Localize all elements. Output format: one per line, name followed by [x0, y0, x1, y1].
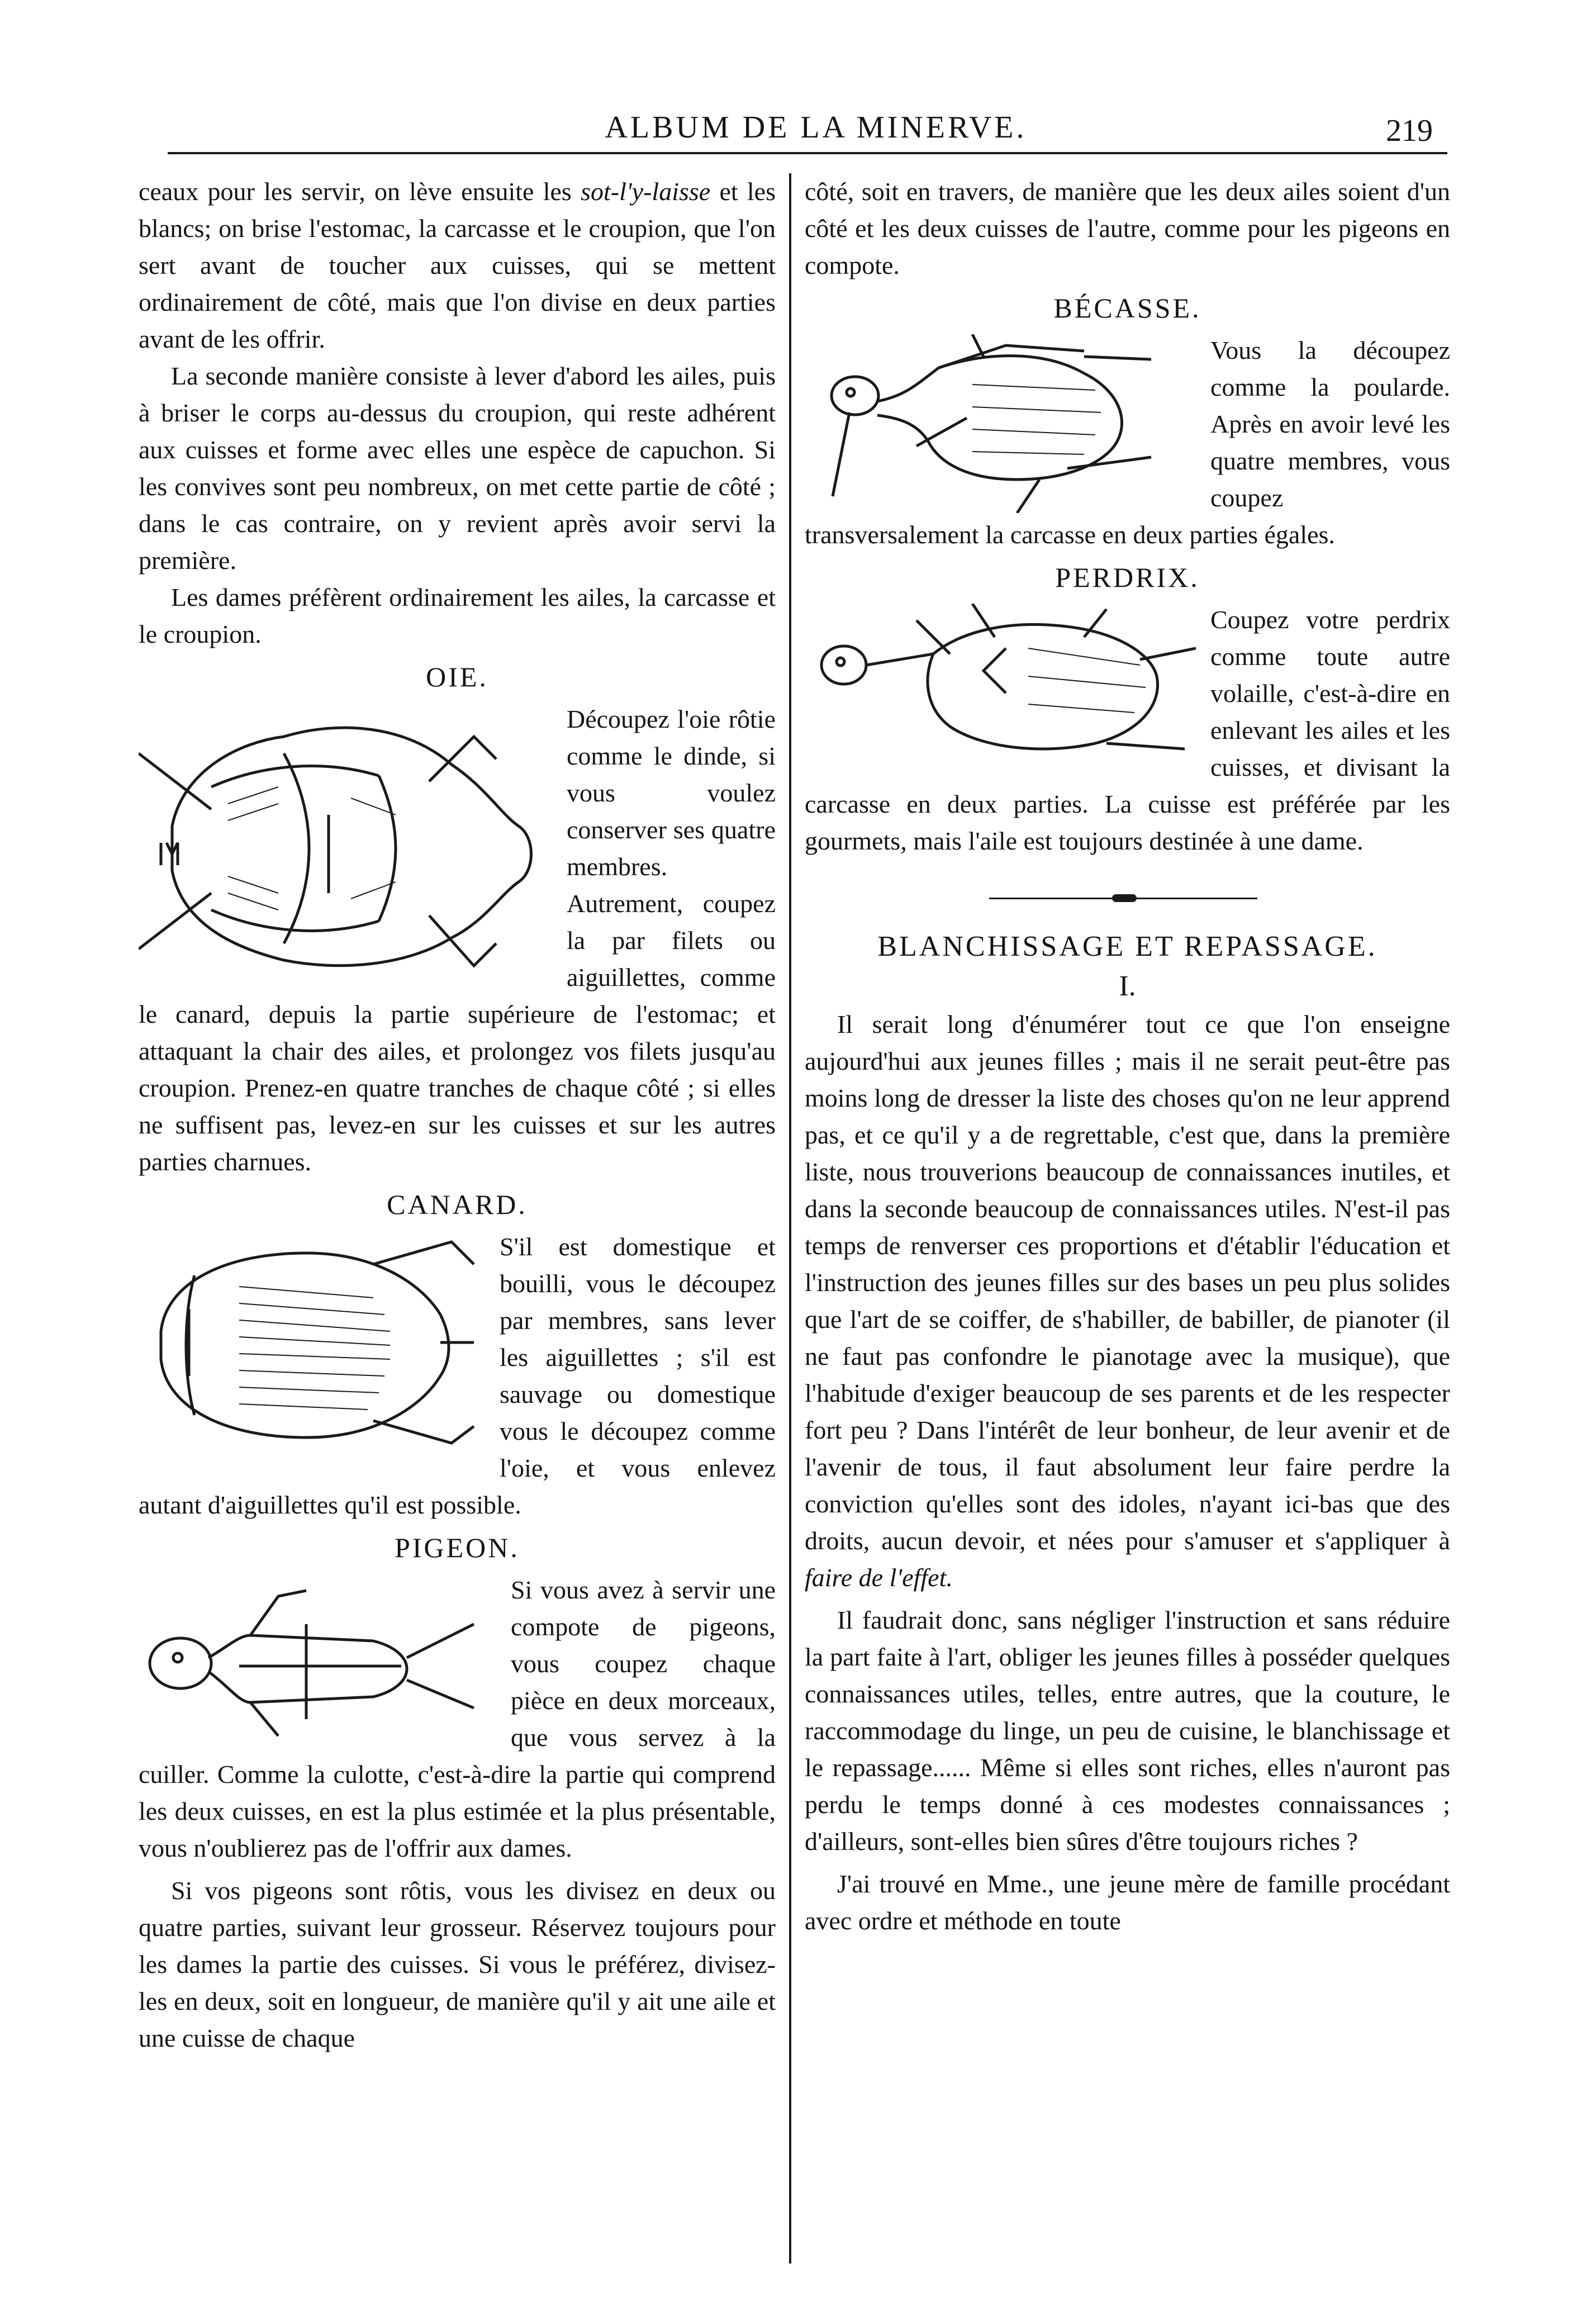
paragraph: La seconde manière consiste à lever d'abord les ailes, puis à briser le corps au-dessus du croupion, qui reste adhérent aux cuisses et forme avec elles une espèce de capuchon. Si les convives sont peu nombreux, on met cette partie de côté ; dans le cas contraire, on y revient après avoir servi la première.: [139, 362, 776, 575]
article-part-number: I.: [1119, 970, 1136, 1002]
section-heading-oie: OIE.: [426, 661, 488, 692]
paragraph: côté, soit en travers, de manière que les deux ailes soient d'un côté et les deux cuisses de l'autre, comme pour les pigeons en compote.: [805, 177, 1450, 279]
paragraph: Si vous avez à servir une compote de pigeons, vous coupez chaque pièce en deux morceaux, que vous servez à la cuiller. Comme la culotte, c'est-à-dire la partie qui comprend les deux cuisses, en est la plus estimée et la plus présentable, vous n'oublierez pas de l'offrir aux dames.: [139, 1576, 776, 1862]
paragraph: Vous la découpez comme la poularde. Après en avoir levé les quatre membres, vous coupez transversalement la carcasse en deux parties égales.: [805, 336, 1450, 549]
section-heading-pigeon: PIGEON.: [395, 1532, 520, 1563]
section-heading-becasse: BÉCASSE.: [1053, 292, 1201, 324]
header-rule: [168, 152, 1447, 154]
right-column: [805, 173, 1450, 1939]
section-heading-canard: CANARD.: [387, 1189, 528, 1220]
paragraph: Il serait long d'énumérer tout ce que l'on enseigne aujourd'hui aux jeunes filles ; mais il ne serait peut-être pas moins long de dresser la liste des choses qu'on ne leur apprend pas, et ce qu'il y a de regrettable, c'est que, dans la première liste, nous trouverions beaucoup de connaissances inutiles, et dans la seconde beaucoup de connaissances utiles. N'est-il pas temps de renverser ces proportions et d'établir l'éducation et l'instruction des jeunes filles sur des bases un peu plus solides que l'art de se coiffer, de s'habiller, de babiller, de pianoter (il ne faut pas confondre le pianotage avec la musique), que l'habitude d'exiger beaucoup de ses parents et de les respecter fort peu ? Dans l'intérêt de leur bonheur, de leur avenir et de l'avenir de tous, il faut absolument leur faire perdre la conviction qu'elles sont des idoles, n'ayant ici-bas que des droits, aucun devoir, et nées pour s'amuser et s'appliquer à faire de l'effet.: [805, 1010, 1450, 1592]
partridge-carving-illustration: [805, 604, 1196, 771]
section-separator: [805, 860, 1450, 927]
duck-carving-illustration: [139, 1231, 485, 1454]
paragraph: Si vos pigeons sont rôtis, vous les divisez en deux ou quatre parties, suivant leur grosseur. Réservez toujours pour les dames la partie des cuisses. Si vous le préférez, divisez-les en deux, soit en longueur, de manière qu'il y ait une aile et une cuisse de chaque: [139, 1876, 776, 2052]
article-title: BLANCHISSAGE ET REPASSAGE.: [877, 931, 1378, 962]
separator-ornament: [1112, 894, 1137, 902]
paragraph: Coupez votre perdrix comme toute autre volaille, c'est-à-dire en enlevant les ailes et les cuisses, et divisant la carcasse en deux parties. La cuisse est préférée par les gourmets, mais l'aile est toujours destinée à une dame.: [805, 605, 1450, 855]
running-head: ALBUM DE LA MINERVE.: [605, 110, 1027, 145]
woodcock-carving-illustration: [805, 334, 1196, 513]
goose-carving-illustration: [139, 703, 552, 994]
italic-phrase: faire de l'effet.: [805, 1563, 953, 1592]
column-divider: [789, 173, 791, 2264]
left-column: [139, 173, 776, 2057]
paragraph: Il faudrait donc, sans négliger l'instruction et sans réduire la part faite à l'art, obliger les jeunes filles à posséder quelques connaissances utiles, telles, entre autres, que la couture, le raccommodage du linge, un peu de cuisine, le blanchissage et le repassage...... Même si elles sont riches, elles n'auront pas perdu le temps donné à ces modestes connaissances ; d'ailleurs, sont-elles bien sûres d'être toujours riches ?: [805, 1606, 1450, 1856]
paragraph: S'il est domestique et bouilli, vous le découpez par membres, sans lever les aiguillettes ; s'il est sauvage ou domestique vous le découpez comme l'oie, et vous enlevez autant d'aiguillettes qu'il est possible.: [139, 1232, 776, 1519]
paragraph: Les dames préfèrent ordinairement les ailes, la carcasse et le croupion.: [139, 583, 776, 648]
paragraph: J'ai trouvé en Mme., une jeune mère de famille procédant avec ordre et méthode en toute: [805, 1870, 1450, 1935]
paragraph: ceaux pour les servir, on lève ensuite les sot-l'y-laisse et les blancs; on brise l'estomac, la carcasse et le croupion, que l'on sert avant de toucher aux cuisses, qui se mettent ordinairement de côté, mais que l'on divise en deux parties avant de les offrir.: [139, 177, 776, 353]
page-number: 219: [1386, 113, 1433, 148]
paragraph: Découpez l'oie rôtie comme le dinde, si vous voulez conserver ses quatre membres. Autrement, coupez la par filets ou aiguillettes, comme le canard, depuis la partie supérieure de l'estomac; et attaquant la chair des ailes, et prolongez vos filets jusqu'au croupion. Prenez-en quatre tranches de chaque côté ; si elles ne suffisent pas, levez-en sur les cuisses et sur les autres parties charnues.: [139, 705, 776, 1176]
pigeon-carving-illustration: [139, 1574, 496, 1747]
italic-term: sot-l'y-laisse: [581, 177, 711, 206]
section-heading-perdrix: PERDRIX.: [1055, 562, 1200, 593]
